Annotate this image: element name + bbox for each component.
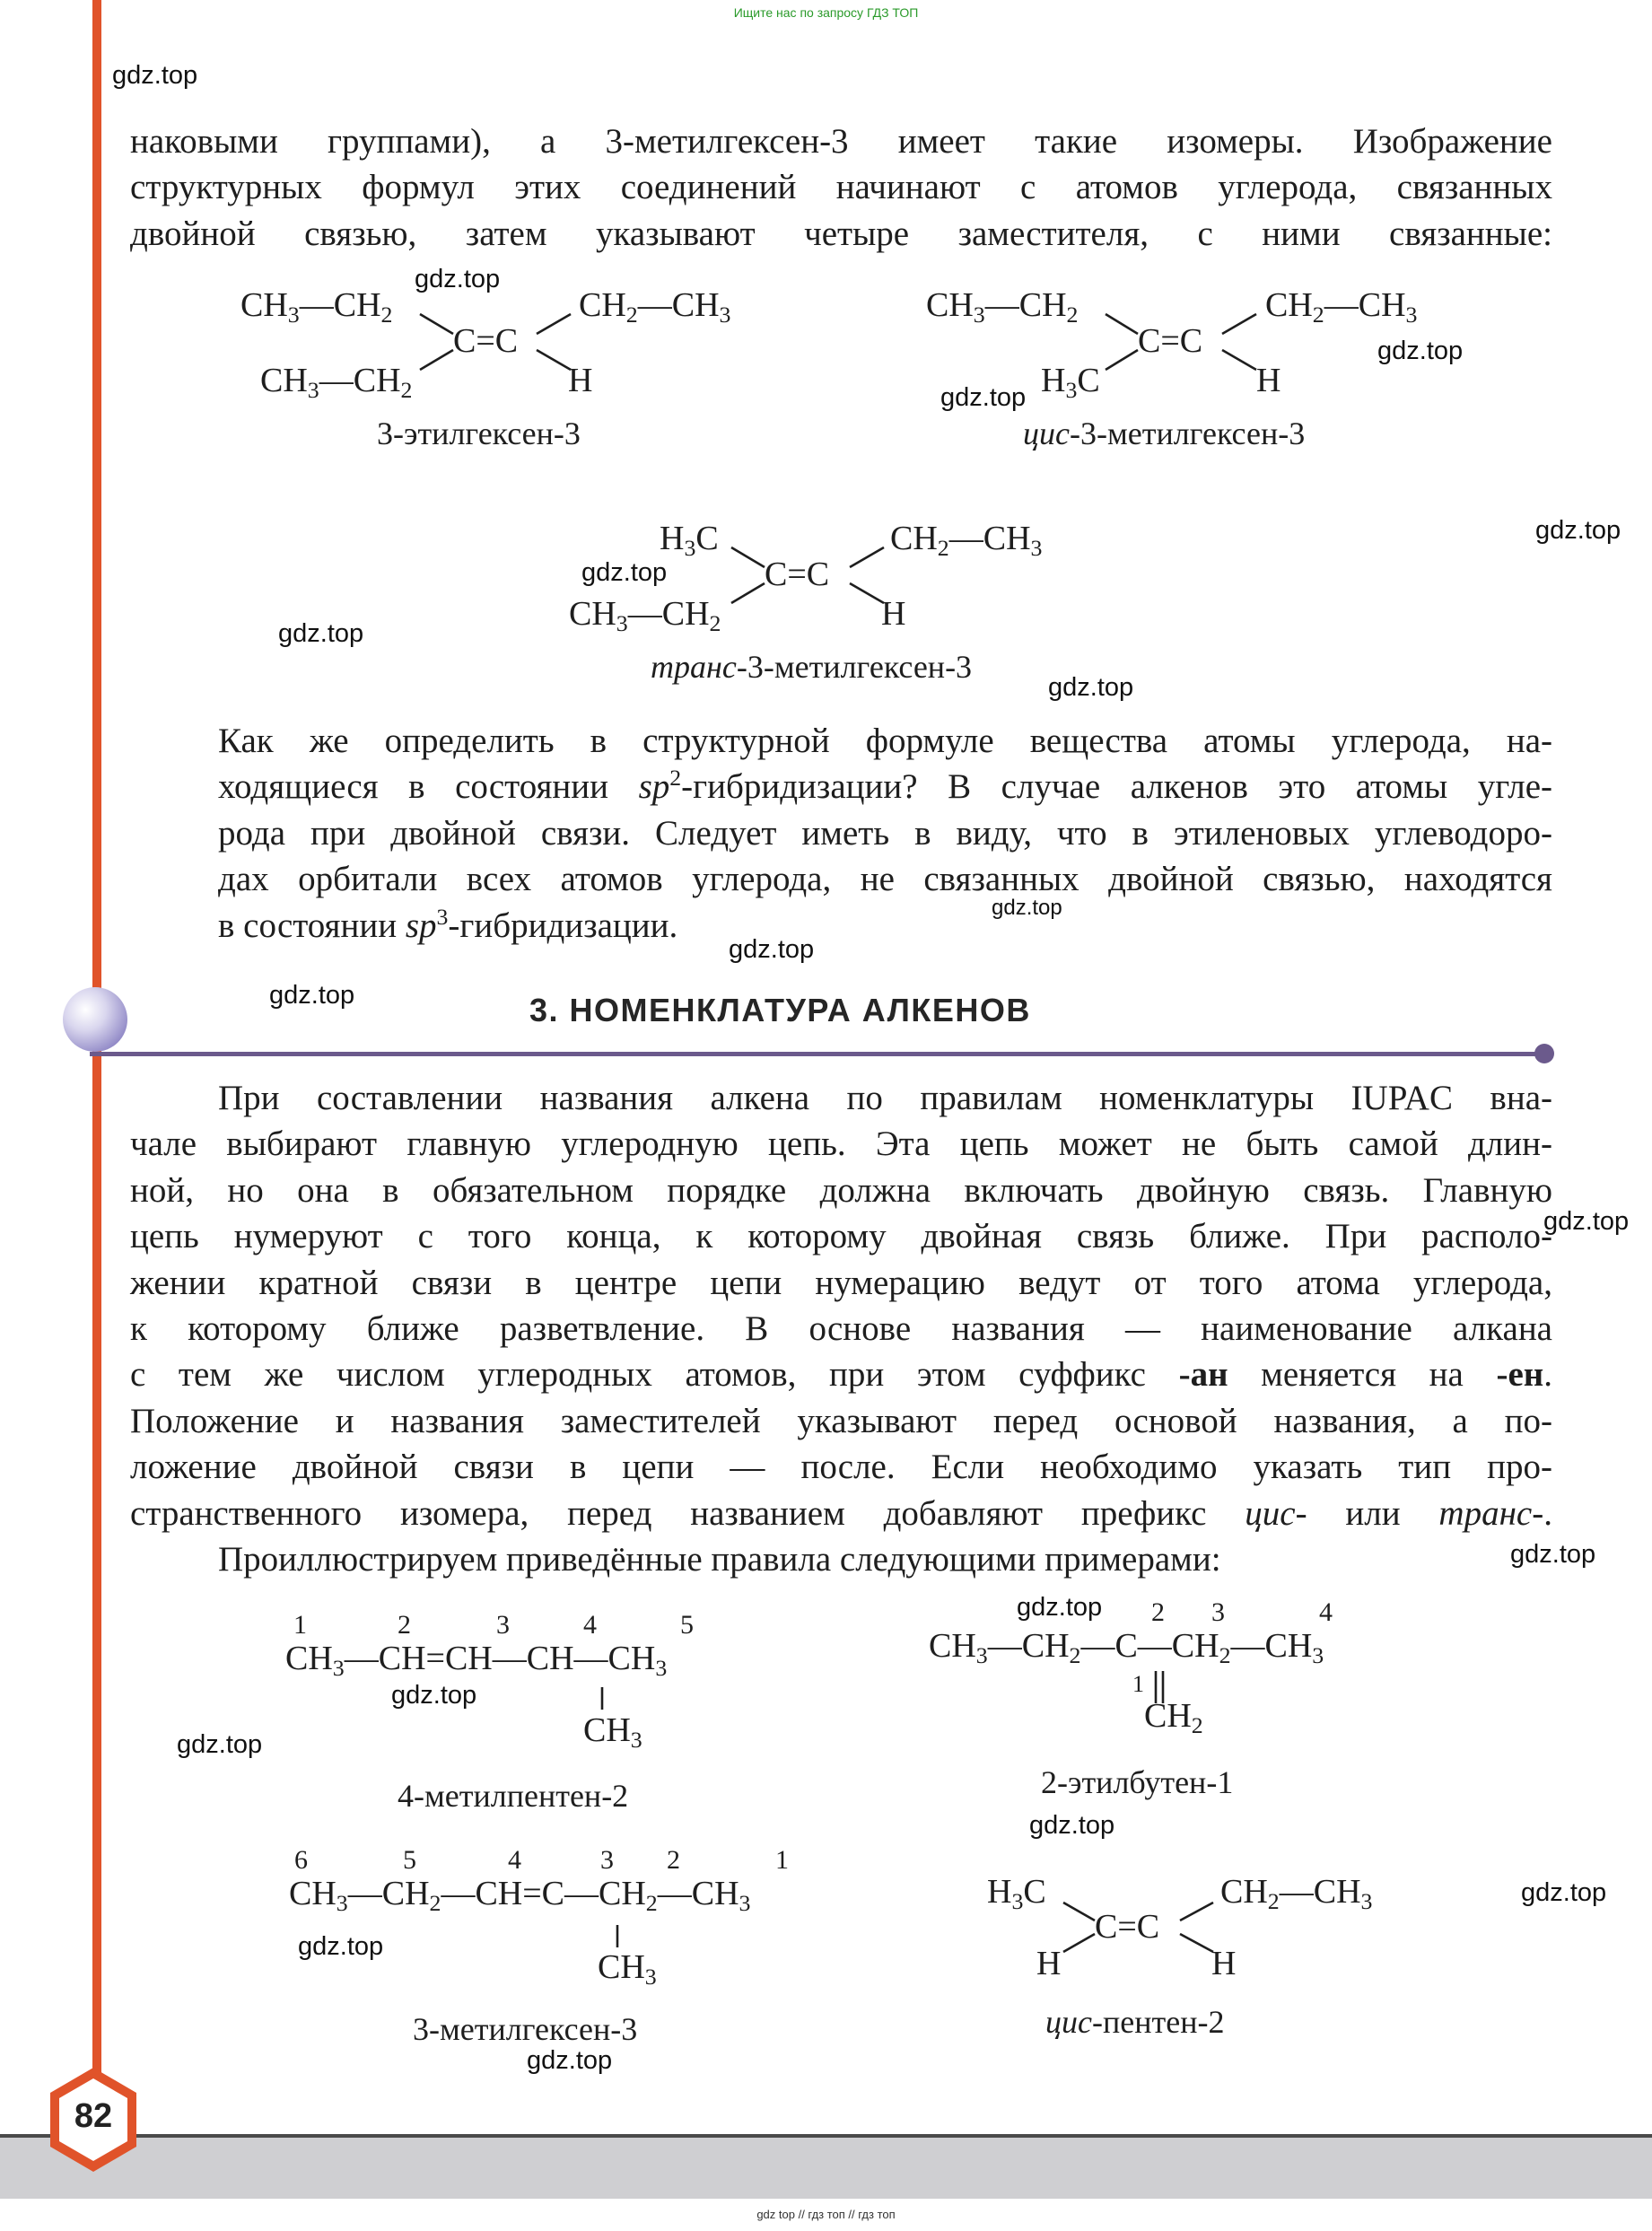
atom-number: 6 — [294, 1845, 308, 1875]
formula-ethyl-upper-left: $CH_3—CH_2$ — [240, 286, 393, 328]
atom-number: 3 — [1211, 1597, 1225, 1627]
section-heading: 3. НОМЕНКЛАТУРА АЛКЕНОВ — [529, 992, 1031, 1028]
section-rule-dot — [1534, 1044, 1554, 1063]
caption-example-3: 3-метилгексен-3 — [413, 2011, 638, 2047]
watermark: gdz.top — [581, 558, 668, 587]
text-line: Проиллюстрируем приведённые правила следующими примерами: — [218, 1540, 1221, 1579]
formula-example-2-branch: $CH_2$ — [1144, 1697, 1203, 1739]
bottom-note: gdz top // гдз топ // гдз топ — [756, 2208, 896, 2221]
watermark: gdz.top — [177, 1730, 263, 1759]
text-line: с тем же числом углеродных атомов, при этом суффикс -ан меняется на -ен. — [130, 1355, 1552, 1395]
text-line: цепь нумеруют с того конца, к которому двойная связь ближе. При располо- — [130, 1217, 1552, 1256]
paragraph-2 — [130, 718, 1552, 949]
atom-number: 5 — [403, 1845, 416, 1875]
watermark: gdz.top — [992, 896, 1062, 920]
formula-trans-lower-left: $CH_3—CH_2$ — [569, 595, 721, 637]
text-line: странственного изомера, перед названием добавляют префикс цис- или транс-. — [130, 1493, 1552, 1533]
formula-example-4-upper-right: $CH_2—CH_3$ — [1220, 1873, 1373, 1915]
formula-cis-upper-right: $CH_2—CH_3$ — [1265, 286, 1418, 328]
atom-number: 1 — [293, 1610, 307, 1640]
formula-example-4-lower-left: H — [1036, 1945, 1062, 1982]
text-line: ходящиеся в состоянии $sp^2$-гибридизации? В случае алкенов это атомы угле- — [218, 765, 1553, 807]
text-line: рода при двойной связи. Следует иметь в виду, что в этиленовых углеводоро- — [218, 813, 1552, 853]
text-line: структурных формул этих соединений начинают с атомов углерода, связанных — [130, 168, 1552, 207]
page-footer-band — [0, 2136, 1652, 2199]
formula-example-1: $CH_3—CH=CH—CH—CH_3$ — [285, 1640, 668, 1682]
atom-number: 2 — [398, 1610, 411, 1640]
caption-example-1: 4-метилпентен-2 — [398, 1778, 629, 1814]
section-bullet-ball — [63, 987, 127, 1052]
watermark: gdz.top — [1543, 1207, 1630, 1236]
formula-example-3: $CH_3—CH_2—CH=C—CH_2—CH_3$ — [289, 1875, 751, 1917]
atom-number: 1 — [775, 1845, 789, 1875]
watermark: gdz.top — [940, 383, 1027, 412]
formula-example-4-lower-right: H — [1211, 1945, 1237, 1982]
formula-cis-lower-left: $H_3C$ — [1041, 362, 1100, 404]
watermark: gdz.top — [1510, 1540, 1596, 1569]
atom-number: 4 — [583, 1610, 597, 1640]
watermark: gdz.top — [269, 981, 355, 1010]
formula-cis-upper-left: $CH_3—CH_2$ — [926, 286, 1079, 328]
section-rule — [90, 1052, 1543, 1056]
atom-number: 4 — [508, 1845, 521, 1875]
paragraph-3 — [130, 1075, 1552, 1582]
atom-number: 2 — [667, 1845, 680, 1875]
text-line: двойной связью, затем указывают четыре заместителя, с ними связанные: — [130, 214, 1552, 253]
formula-trans-upper-right: $CH_2—CH_3$ — [890, 520, 1043, 562]
caption-cis-methylhexene: цис-3-метилгексен-3 — [1023, 416, 1306, 451]
caption-ethylhexene: 3-этилгексен-3 — [377, 416, 581, 451]
watermark: gdz.top — [1535, 516, 1621, 545]
formula-ethyl-double-bond: C=C — [453, 322, 519, 360]
watermark: gdz.top — [527, 2046, 613, 2075]
formula-example-2: $CH_3—CH_2—C—CH_2—CH_3$ — [929, 1627, 1324, 1669]
text-line: жении кратной связи в центре цепи нумерацию ведут от того атома углерода, — [130, 1263, 1552, 1302]
text-line: При составлении названия алкена по правилам номенклатуры IUPAC вна- — [218, 1079, 1552, 1117]
watermark: gdz.top — [729, 935, 815, 964]
formula-cis-double-bond: C=C — [1138, 322, 1203, 360]
atom-number: 2 — [1151, 1597, 1165, 1627]
text-line: в состоянии $sp^3$-гибридизации. — [218, 903, 678, 945]
watermark: gdz.top — [415, 265, 501, 293]
text-line: ной, но она в обязательном порядке должна включать двойную связь. Главную — [130, 1170, 1552, 1210]
caption-example-2: 2-этилбутен-1 — [1041, 1764, 1234, 1800]
top-search-note: Ищите нас по запросу ГДЗ ТОП — [733, 5, 919, 20]
watermark: gdz.top — [298, 1932, 384, 1961]
atom-number: 3 — [600, 1845, 614, 1875]
formula-trans-lower-right: H — [881, 595, 906, 633]
watermark: gdz.top — [1521, 1878, 1607, 1907]
formula-ethyl-lower-right: H — [568, 362, 593, 399]
watermark: gdz.top — [391, 1681, 477, 1710]
text-line: чале выбирают главную углеродную цепь. Эта цепь может не быть самой длин- — [130, 1124, 1552, 1164]
text-line: дах орбитали всех атомов углерода, не связанных двойной связью, находятся — [218, 860, 1552, 899]
formula-example-1-branch: $CH_3$ — [583, 1711, 642, 1754]
formula-ethyl-upper-right: $CH_2—CH_3$ — [579, 286, 731, 328]
text-line: к которому ближе разветвление. В основе названия — наименование алкана — [130, 1309, 1552, 1349]
caption-example-4: цис-пентен-2 — [1045, 2004, 1225, 2040]
formula-trans-upper-left: $H_3C$ — [660, 520, 719, 562]
formula-example-4-upper-left: $H_3C$ — [987, 1873, 1046, 1915]
text-line: Положение и названия заместителей указывают перед основой названия, а по- — [130, 1401, 1552, 1440]
atom-number: 3 — [496, 1610, 510, 1640]
formula-example-3-branch: $CH_3$ — [598, 1948, 657, 1990]
watermark: gdz.top — [112, 61, 198, 90]
atom-number: 1 — [1132, 1671, 1144, 1697]
formula-trans-double-bond: C=C — [765, 556, 830, 593]
watermark: gdz.top — [1017, 1593, 1103, 1622]
page-footer-line — [0, 2134, 1652, 2138]
atom-number: 4 — [1319, 1597, 1333, 1627]
page-number: 82 — [74, 2097, 113, 2135]
watermark: gdz.top — [1048, 673, 1134, 702]
watermark: gdz.top — [1377, 337, 1464, 365]
caption-trans-methylhexene: транс-3-метилгексен-3 — [651, 649, 973, 685]
watermark: gdz.top — [278, 619, 364, 648]
formula-cis-lower-right: H — [1256, 362, 1281, 399]
formula-example-4-double-bond: C=C — [1095, 1908, 1160, 1946]
formula-ethyl-lower-left: $CH_3—CH_2$ — [260, 362, 413, 404]
text-line: наковыми группами), а 3-метилгексен-3 имеет такие изомеры. Изображение — [130, 122, 1552, 161]
atom-number: 5 — [680, 1610, 694, 1640]
text-line: Как же определить в структурной формуле вещества атомы углерода, на- — [218, 722, 1552, 760]
watermark: gdz.top — [1029, 1811, 1115, 1840]
text-line: ложение двойной связи в цепи — после. Если необходимо указать тип про- — [130, 1448, 1552, 1487]
